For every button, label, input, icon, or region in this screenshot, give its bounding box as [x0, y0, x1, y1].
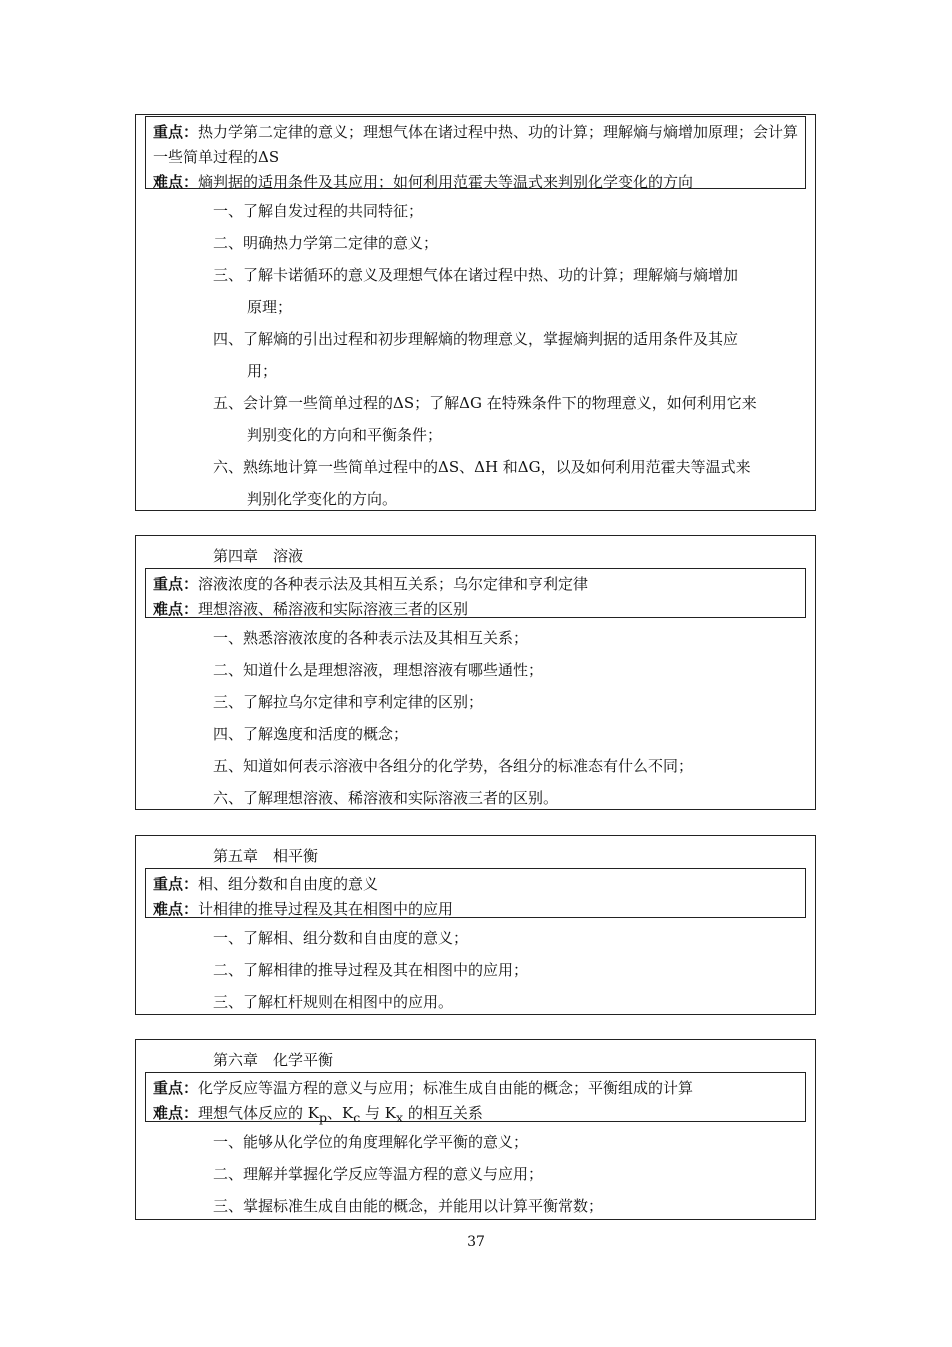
key-text: 相、组分数和自由度的意义 — [198, 875, 379, 893]
key-text: 化学反应等温方程的意义与应用；标准生成自由能的概念；平衡组成的计算 — [198, 1079, 694, 1097]
key-label: 重点： — [153, 875, 199, 893]
list-item: 六、了解理想溶液、稀溶液和实际溶液三者的区别。 — [213, 789, 559, 807]
section-box-ch6 — [135, 1039, 816, 1220]
key-label: 重点： — [153, 1079, 199, 1097]
key-text: 溶液浓度的各种表示法及其相互关系；乌尔定律和亨利定律 — [198, 575, 589, 593]
key-points-box — [145, 116, 806, 189]
difficult-label: 难点： — [153, 600, 199, 618]
list-item: 三、掌握标准生成自由能的概念，并能用以计算平衡常数； — [213, 1197, 604, 1215]
key-text: 热力学第二定律的意义；理想气体在诸过程中热、功的计算；理解熵与熵增加原理；会计算一些简单过程的ΔS — [153, 123, 799, 166]
list-item: 六、熟练地计算一些简单过程中的ΔS、ΔH 和ΔG，以及如何利用范霍夫等温式来 判别化学变化的方向。 — [213, 458, 751, 508]
chapter-title: 第四章 溶液 — [213, 547, 304, 565]
section-box-ch3 — [135, 114, 816, 511]
section-box-ch5 — [135, 835, 816, 1015]
list-item: 一、了解自发过程的共同特征； — [213, 202, 424, 220]
list-item: 二、明确热力学第二定律的意义； — [213, 234, 439, 252]
list-item: 二、知道什么是理想溶液，理想溶液有哪些通性； — [213, 661, 544, 679]
list-item: 五、知道如何表示溶液中各组分的化学势，各组分的标准态有什么不同； — [213, 757, 694, 775]
list-item: 五、会计算一些简单过程的ΔS；了解ΔG 在特殊条件下的物理意义，如何利用它来 判别变化的方向和平衡条件； — [213, 394, 757, 444]
chapter-title: 第五章 相平衡 — [213, 847, 319, 865]
key-label: 重点： — [153, 123, 199, 141]
list-item: 一、熟悉溶液浓度的各种表示法及其相互关系； — [213, 629, 529, 647]
key-points-box — [145, 868, 806, 918]
key-points-box — [145, 1072, 806, 1125]
list-item: 二、理解并掌握化学反应等温方程的意义与应用； — [213, 1165, 544, 1183]
list-item: 三、了解杠杆规则在相图中的应用。 — [213, 993, 454, 1011]
difficult-label: 难点： — [153, 1104, 199, 1122]
chapter-title: 第六章 化学平衡 — [213, 1051, 334, 1069]
difficult-label: 难点： — [153, 900, 199, 918]
list-item: 三、了解拉乌尔定律和亨利定律的区别； — [213, 693, 484, 711]
key-label: 重点： — [153, 575, 199, 593]
list-item: 四、了解逸度和活度的概念； — [213, 725, 409, 743]
difficult-label: 难点： — [153, 173, 199, 191]
difficult-text: 理想气体反应的 $K_p$、$K_c$ 与 $K_x$ 的相互关系 — [198, 1104, 483, 1125]
difficult-text: 理想溶液、稀溶液和实际溶液三者的区别 — [198, 600, 469, 618]
list-item: 四、了解熵的引出过程和初步理解熵的物理意义，掌握熵判据的适用条件及其应 用； — [213, 330, 739, 380]
difficult-text: 计相律的推导过程及其在相图中的应用 — [198, 900, 454, 918]
list-item: 一、了解相、组分数和自由度的意义； — [213, 929, 469, 947]
page-number: 37 — [467, 1234, 485, 1250]
difficult-text: 熵判据的适用条件及其应用；如何利用范霍夫等温式来判别化学变化的方向 — [198, 173, 694, 191]
list-item: 二、了解相律的推导过程及其在相图中的应用； — [213, 961, 529, 979]
key-points-box — [145, 568, 806, 618]
list-item: 三、了解卡诺循环的意义及理想气体在诸过程中热、功的计算；理解熵与熵增加 原理； — [213, 266, 739, 316]
list-item: 一、能够从化学位的角度理解化学平衡的意义； — [213, 1133, 529, 1151]
section-box-ch4 — [135, 535, 816, 810]
